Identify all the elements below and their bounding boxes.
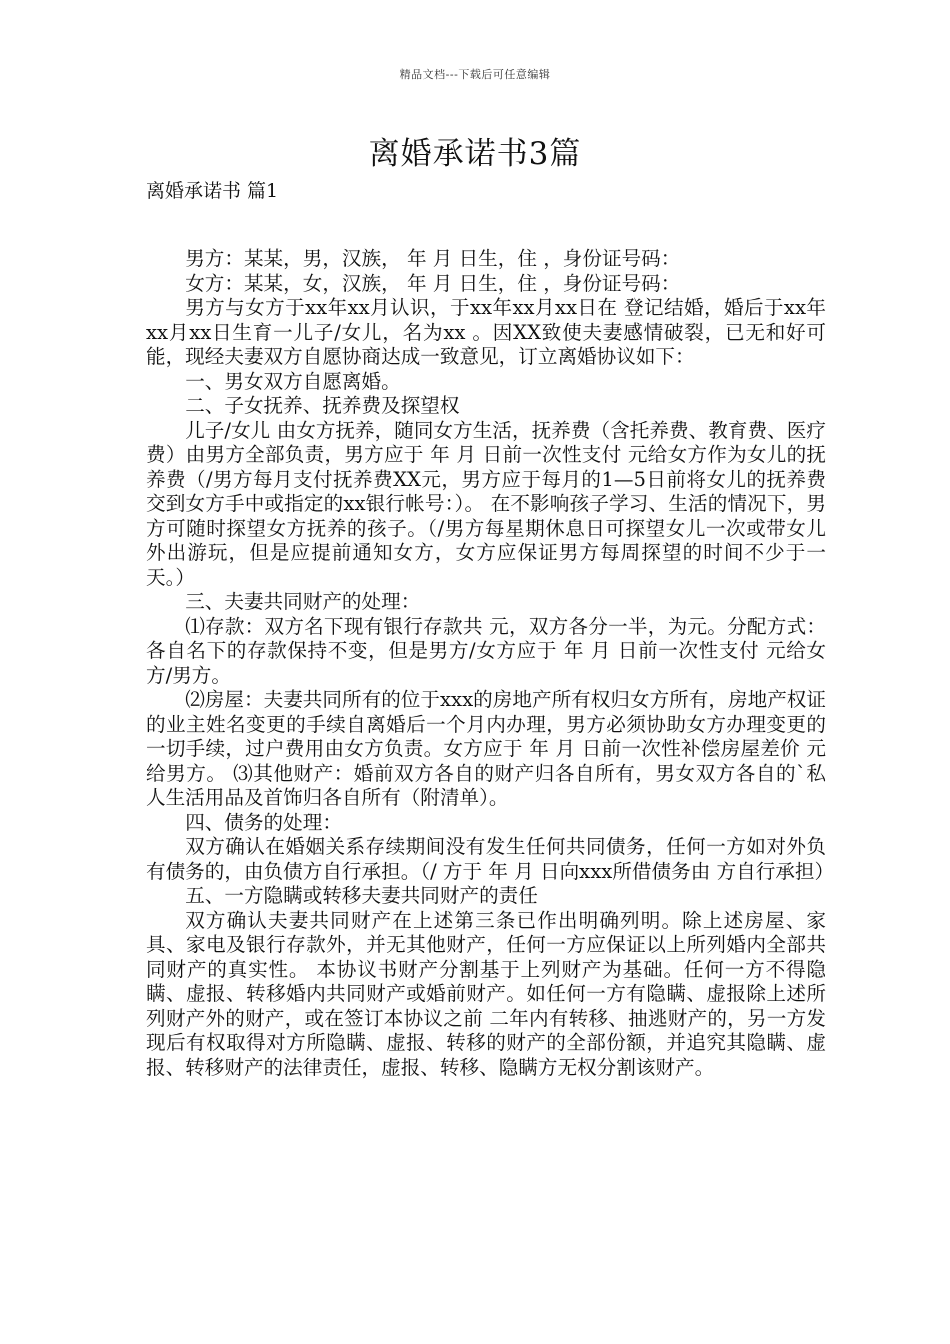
paragraph: 一、男女双方自愿离婚。 xyxy=(185,369,401,393)
document-body xyxy=(146,247,835,1080)
paragraph: 双方确认夫妻共同财产在上述第三条已作出明确列明。除上述房屋、家具、家电及银行存款外，并无其他财产，任何一方应保证以上所列婚内全部共同财产的真实性。 本协议书财产分割基于上列财产为基础。任何一方不得隐瞒、虚报、转移婚内共同财产或婚前财产。如任何一方有隐瞒、虚报除上述所列财产外的财产，或在签订本协议之前 二年内有转移、抽逃财产的，另一方发现后有权取得对方所隐瞒、虚报、转移的财产的全部份额，并追究其隐瞒、虚报、转移财产的法律责任，虚报、转移、隐瞒方无权分割该财产。 xyxy=(146,908,826,1079)
paragraph: 二、子女抚养、抚养费及探望权 xyxy=(185,394,460,417)
paragraph: 三、夫妻共同财产的处理： xyxy=(185,590,421,613)
paragraph: 儿子/女儿 由女方抚养，随同女方生活，抚养费（含托养费、教育费、医疗费）由男方全部负责，男方应于 年 月 日前一次性支付 元给女方作为女儿的抚养费（/男方每月支付抚养费XX元，男方应于每月的1—5日前将女儿的抚养费交到女方手中或指定的xx银行帐号：）。 在不影响孩子学习、生活的情况下，男方可随时探望女方抚养的孩子。（/男方每星期休息日可探望女儿一次或带女儿外出游玩，但是应提前通知女方，女方应保证男方每周探望的时间不少于一天。） xyxy=(146,418,826,589)
document-title: 离婚承诺书3篇 xyxy=(368,136,582,172)
section-subtitle: 离婚承诺书 篇1 xyxy=(146,180,279,202)
paragraph: 男方与女方于xx年xx月认识，于xx年xx月xx日在 登记结婚，婚后于xx年xx月xx日生育一儿子/女儿，名为xx 。因XX致使夫妻感情破裂，已无和好可能，现经夫妻双方自愿协商达成一致意见，订立离婚协议如下： xyxy=(146,296,826,368)
paragraph: 双方确认在婚姻关系存续期间没有发生任何共同债务，任何一方如对外负有债务的，由负债方自行承担。（/ 方于 年 月 日向xxx所借债务由 方自行承担） xyxy=(146,835,835,883)
paragraph: 四、债务的处理： xyxy=(185,810,342,834)
paragraph: 男方：某某，男，汉族， 年 月 日生，住 ，身份证号码： xyxy=(185,247,681,270)
paragraph: ⑵房屋：夫妻共同所有的位于xxx的房地产所有权归女方所有，房地产权证的业主姓名变更的手续自离婚后一个月内办理，男方必须协助女方办理变更的一切手续，过户费用由女方负责。女方应于 年 月 日前一次性补偿房屋差价 元给男方。 ⑶其他财产：婚前双方各自的财产归各自所有，男女双方各自的`私人生活用品及首饰归各自所有（附清单）。 xyxy=(146,688,826,809)
header-note: 精品文档---下载后可任意编辑 xyxy=(399,68,551,81)
paragraph: ⑴存款：双方名下现有银行存款共 元，双方各分一半，为元。分配方式：各自名下的存款保持不变，但是男方/女方应于 年 月 日前一次性支付 元给女方/男方。 xyxy=(146,614,826,687)
paragraph: 女方：某某，女，汉族， 年 月 日生，住 ，身份证号码： xyxy=(185,271,681,295)
paragraph: 五、一方隐瞒或转移夫妻共同财产的责任 xyxy=(185,884,538,907)
